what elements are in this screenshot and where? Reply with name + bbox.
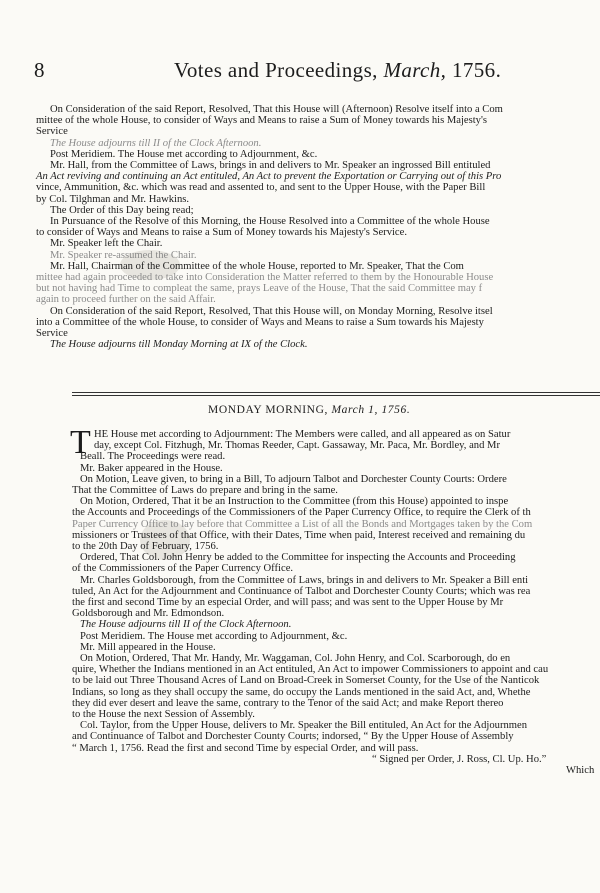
text-line: Mr. Hall, Chairman of the Committee of the whole House, reported to Mr. Speaker, That the Com [50, 260, 464, 272]
text-line: HE House met according to Adjournment: The Members were called, and all appeared as on Satur [94, 429, 511, 440]
section-heading [208, 404, 410, 416]
text-line: the Accounts and Proceedings of the Commissioners of the Paper Currency Office, to require the Clerk of th [72, 507, 531, 519]
text-line: The Order of this Day being read; [50, 204, 194, 216]
text-line: Mr. Baker appeared in the House. [80, 462, 223, 474]
text-line: On Consideration of the said Report, Resolved, That this House will (Afternoon) Resolve itself into a Com [50, 104, 503, 115]
text-line: The House adjourns till II of the Clock Afternoon. [80, 619, 292, 631]
text-line: On Consideration of the said Report, Resolved, That this House will, on Monday Morning, Resolve itsel [50, 305, 493, 317]
text-line: Post Meridiem. The House met according to Adjournment, &c. [50, 148, 318, 160]
lower-text-block [36, 429, 594, 776]
text-line: Mr. Charles Goldsborough, from the Committee of Laws, brings in and delivers to Mr. Speaker a Bill enti [80, 574, 529, 586]
text-line: “ March 1, 1756. Read the first and second Time by especial Order, and will pass. [72, 742, 419, 754]
text-line: Beall. The Proceedings were read. [80, 451, 226, 463]
text-line: Mr. Hall, from the Committee of Laws, brings in and delivers to Mr. Speaker an ingrossed Bill entituled [50, 160, 491, 172]
text-line: That the Committee of Laws do prepare and bring in the same. [72, 485, 338, 497]
text-line: by Col. Tilghman and Mr. Hawkins. [36, 193, 190, 205]
upper-text-block [36, 104, 503, 350]
text-line: In Pursuance of the Resolve of this Morning, the House Resolved into a Committee of the whole House [50, 216, 490, 228]
text-line: “ Signed per Order, J. Ross, Cl. Up. Ho.” [372, 753, 547, 765]
text-line: Post Meridiem. The House met according to Adjournment, &c. [80, 630, 348, 642]
text-line: the first and second Time by an especial Order, and will pass; and was sent to the Upper House by Mr [72, 597, 504, 609]
text-line: Service [36, 328, 68, 340]
text-line: into a Committee of the whole House, to consider of Ways and Means to raise a Sum towards his Majesty [36, 316, 484, 328]
text-line: Paper Currency Office to lay before that Committee a List of all the Bonds and Mortgages taken by the Com [72, 518, 533, 530]
section-date: March 1, 1756. [331, 404, 411, 416]
title-year: 1756. [451, 58, 502, 82]
title-main: Votes and Proceedings, [174, 58, 378, 82]
text-line: tuled, An Act for the Adjournment and Continuance of Talbot and Dorchester County Courts; which was rea [72, 585, 531, 597]
text-line: vince, Ammunition, &c. which was read and assented to, and sent to the Upper House, with the Paper Bill [36, 182, 486, 194]
text-line: to be laid out Three Thousand Acres of Land on Broad-Creek in Somerset County, for the Use of the Nanticok [72, 675, 540, 687]
text-line: The House adjourns till Monday Morning at IX of the Clock. [50, 339, 308, 351]
text-line: missioners or Trustees of that Office, with their Dates, Time when paid, Interest received and remaining du [72, 529, 526, 541]
text-line: Ordered, That Col. John Henry be added to the Committee for inspecting the Accounts and Proceeding [80, 552, 516, 564]
text-line: they did ever desert and leave the same, contrary to the Tenor of the said Act; and make Report thereo [72, 697, 504, 709]
text-line: Indians, so long as they shall occupy the same, do occupy the Lands mentioned in the said Act, and, Whethe [72, 686, 531, 698]
text-line: An Act reviving and continuing an Act entituled, An Act to prevent the Exportation or Carrying out of this Pro [36, 171, 502, 183]
text-line: Col. Taylor, from the Upper House, delivers to Mr. Speaker the Bill entituled, An Act for the Adjournmen [80, 720, 528, 732]
text-line: On Motion, Leave given, to bring in a Bill, To adjourn Talbot and Dorchester County Courts: Ordere [80, 473, 507, 485]
section-divider [72, 395, 600, 396]
catchword: Which [566, 765, 595, 777]
text-line: Service [36, 126, 68, 138]
text-line: Mr. Speaker re-assumed the Chair. [50, 249, 197, 261]
text-line: of the Commissioners of the Paper Currency Office. [72, 563, 294, 575]
text-line: Mr. Mill appeared in the House. [80, 641, 216, 653]
drop-cap: T [70, 424, 91, 461]
text-line: to the House the next Session of Assembly. [72, 709, 255, 721]
text-line: and Continuance of Talbot and Dorchester County Courts; indorsed, “ By the Upper House of Assembly [72, 731, 514, 743]
page-title [174, 58, 501, 83]
text-line: Goldsborough and Mr. Edmondson. [72, 608, 225, 620]
page-number: 8 [34, 58, 45, 82]
text-line: to consider of Ways and Means to raise a Sum of Money towards his Majesty's Service. [36, 227, 407, 239]
text-line: mittee had again proceeded to take into Consideration the Matter referred to them by the Honourable House [36, 272, 494, 284]
text-line: again to proceed further on the said Affair. [36, 294, 216, 306]
text-line: On Motion, Ordered, That Mr. Handy, Mr. Waggaman, Col. John Henry, and Col. Scarborough, do en [80, 653, 511, 665]
text-line: On Motion, Ordered, That it be an Instruction to the Committee (from this House) appointed to inspe [80, 496, 509, 508]
text-line: The House adjourns till II of the Clock Afternoon. [50, 137, 262, 149]
text-line: to the 20th Day of February, 1756. [72, 541, 219, 553]
text-line: mittee of the whole House, to consider of Ways and Means to raise a Sum of Money towards his Majesty's [36, 115, 488, 127]
text-line: day, except Col. Fitzhugh, Mr. Thomas Reeder, Capt. Gassaway, Mr. Paca, Mr. Bordley, and Mr [94, 440, 500, 452]
section-heading-text: MONDAY MORNING, [208, 404, 328, 416]
section-divider [72, 392, 600, 393]
title-month: March, [383, 58, 447, 82]
text-line: but not having had Time to compleat the same, prays Leave of the House, That the said Committee may f [36, 283, 483, 295]
text-line: Mr. Speaker left the Chair. [50, 238, 163, 250]
text-line: quire, Whether the Indians mentioned in an Act entituled, An Act to impower Commissioners to appoint and cau [72, 664, 549, 676]
